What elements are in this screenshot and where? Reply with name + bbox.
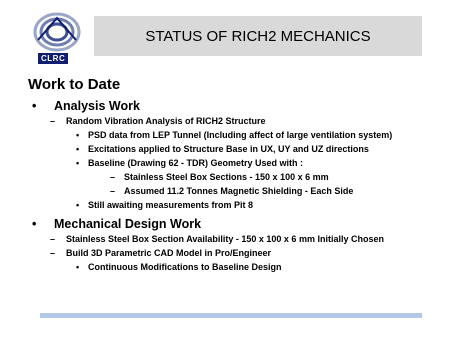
sub-sub-item-text: Excitations applied to Structure Base in UX, UY and UZ directions bbox=[88, 144, 369, 154]
dash-icon: – bbox=[50, 116, 56, 126]
bullet-label: Analysis Work bbox=[54, 99, 140, 113]
dash-icon: – bbox=[50, 234, 56, 244]
title-bar bbox=[94, 16, 422, 56]
slide-content bbox=[28, 76, 438, 276]
bullet-dot-icon: • bbox=[32, 99, 37, 113]
footer-rule bbox=[40, 313, 422, 318]
sub-sub-item bbox=[76, 200, 438, 210]
detail-item-text: Assumed 11.2 Tonnes Magnetic Shielding - Each Side bbox=[124, 186, 354, 196]
sub-item bbox=[50, 116, 438, 126]
sub-sub-item bbox=[76, 262, 438, 272]
sub-sub-item bbox=[76, 130, 438, 140]
bullet-label: Mechanical Design Work bbox=[54, 217, 202, 231]
bullet-dot-icon: • bbox=[76, 130, 80, 140]
slide-title: STATUS OF RICH2 MECHANICS bbox=[145, 27, 371, 45]
bullet-dot-icon: • bbox=[76, 158, 80, 168]
sub-item bbox=[50, 234, 438, 244]
sub-item-text: Stainless Steel Box Section Availability - 150 x 100 x 6 mm Initially Chosen bbox=[66, 234, 384, 244]
sub-sub-item bbox=[76, 158, 438, 168]
dash-icon: – bbox=[110, 186, 116, 196]
sub-item-text: Build 3D Parametric CAD Model in Pro/Engineer bbox=[66, 248, 272, 258]
bullet-dot-icon: • bbox=[32, 217, 37, 231]
sub-sub-item-text: Continuous Modifications to Baseline Design bbox=[88, 262, 282, 272]
sub-sub-item bbox=[76, 144, 438, 154]
bullet-dot-icon: • bbox=[76, 262, 80, 272]
sub-item-text: Random Vibration Analysis of RICH2 Structure bbox=[66, 116, 266, 126]
sub-item bbox=[50, 248, 438, 258]
bullet-analysis-work bbox=[32, 99, 438, 113]
detail-item bbox=[110, 186, 438, 196]
sub-sub-item-text: Still awaiting measurements from Pit 8 bbox=[88, 200, 254, 210]
dash-icon: – bbox=[50, 248, 56, 258]
sub-sub-item-text: Baseline (Drawing 62 - TDR) Geometry Used with : bbox=[88, 158, 304, 168]
detail-item-text: Stainless Steel Box Sections - 150 x 100 x 6 mm bbox=[124, 172, 329, 182]
bullet-dot-icon: • bbox=[76, 200, 80, 210]
bullet-mechanical-design-work bbox=[32, 217, 438, 231]
sub-sub-item-text: PSD data from LEP Tunnel (Including affect of large ventilation system) bbox=[88, 130, 393, 140]
bullet-dot-icon: • bbox=[76, 144, 80, 154]
detail-item bbox=[110, 172, 438, 182]
logo-wordmark: CLRC bbox=[38, 53, 68, 64]
dash-icon: – bbox=[110, 172, 116, 182]
section-heading: Work to Date bbox=[28, 76, 121, 93]
